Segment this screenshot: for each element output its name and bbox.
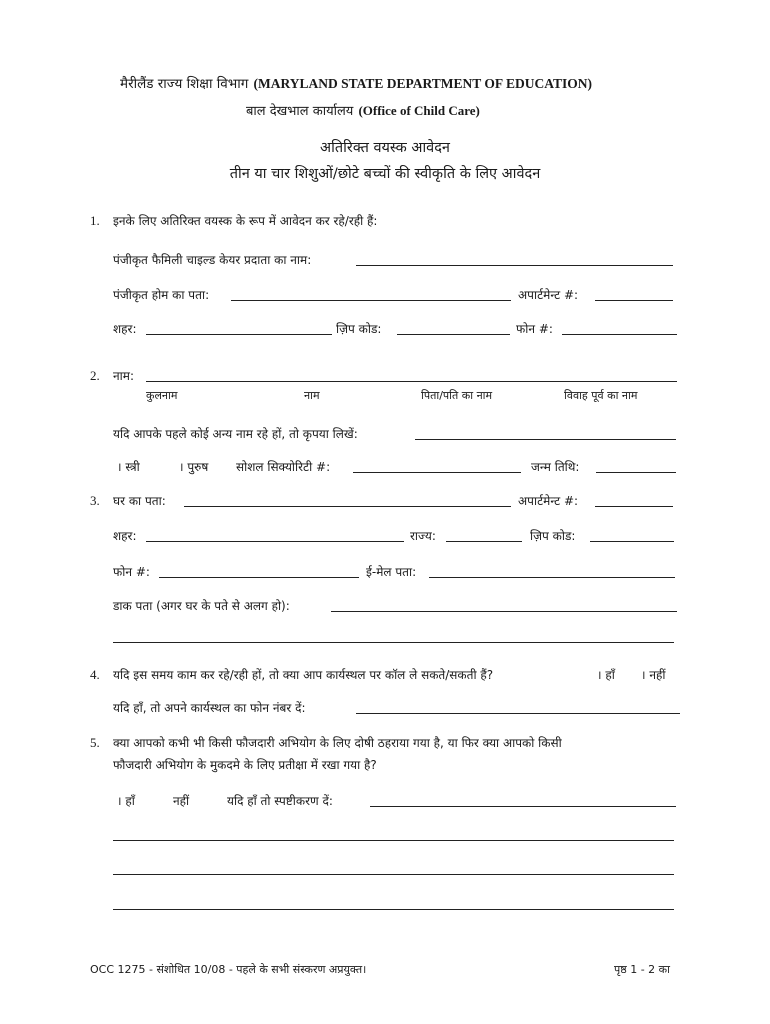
q4-no-checkbox[interactable]: । नहीं <box>641 668 666 682</box>
apartment-field-2[interactable] <box>595 506 673 507</box>
first-name-caption: नाम <box>304 389 320 402</box>
phone-label-2: फोन #: <box>113 565 150 579</box>
work-phone-label: यदि हाँ, तो अपने कार्यस्थल का फोन नंबर दें: <box>113 701 306 715</box>
female-checkbox[interactable]: । स्त्री <box>117 460 140 474</box>
department-hindi: मैरीलैंड राज्य शिक्षा विभाग <box>120 76 249 92</box>
office-heading <box>246 100 480 119</box>
phone-field-2[interactable] <box>159 577 359 578</box>
apartment-label-2: अपार्टमेन्ट #: <box>518 494 579 508</box>
surname-caption: कुलनाम <box>146 389 178 402</box>
mailing-address-label: डाक पता (अगर घर के पते से अलग हो): <box>113 599 290 613</box>
mailing-address-field[interactable] <box>331 611 677 612</box>
q5-question-line2: फौजदारी अभियोग के मुकदमे के लिए प्रतीक्षा में रखा गया है? <box>113 758 377 772</box>
home-address-field-2[interactable] <box>184 506 511 507</box>
ssn-field[interactable] <box>353 472 521 473</box>
male-checkbox[interactable]: । पुरुष <box>179 460 209 474</box>
provider-name-field[interactable] <box>356 265 673 266</box>
zip-label: ज़िप कोड: <box>336 322 382 336</box>
father-husband-caption: पिता/पति का नाम <box>421 389 493 402</box>
home-address-label: पंजीकृत होम का पता: <box>113 288 210 302</box>
department-heading <box>120 73 592 92</box>
provider-name-label: पंजीकृत फैमिली चाइल्ड केयर प्रदाता का नाम: <box>113 253 312 267</box>
state-label: राज्य: <box>410 529 436 543</box>
q1-number: 1. <box>90 213 100 228</box>
other-names-field[interactable] <box>415 439 676 440</box>
city-field[interactable] <box>146 334 332 335</box>
q5-question-line1: क्या आपको कभी भी किसी फौजदारी अभियोग के लिए दोषी ठहराया गया है, या फिर क्या आपको किसी <box>113 736 562 750</box>
home-address-field[interactable] <box>231 300 511 301</box>
home-address-label-2: घर का पता: <box>113 494 166 508</box>
other-names-label: यदि आपके पहले कोई अन्य नाम रहे हों, तो कृपया लिखें: <box>113 427 358 441</box>
work-phone-field[interactable] <box>356 713 680 714</box>
zip-field-2[interactable] <box>590 541 674 542</box>
explain-field-3[interactable] <box>113 874 674 875</box>
q4-question: यदि इस समय काम कर रहे/रही हों, तो क्या आप कार्यस्थल पर कॉल ले सकते/सकती हैं? <box>113 668 494 682</box>
q5-yes-checkbox[interactable]: । हाँ <box>117 794 135 808</box>
explain-field-4[interactable] <box>113 909 674 910</box>
form-subtitle: तीन या चार शिशुओं/छोटे बच्चों की स्वीकृति के लिए आवेदन <box>229 166 541 182</box>
q2-number: 2. <box>90 368 100 383</box>
form-title: अतिरिक्त वयस्क आवेदन <box>320 140 450 156</box>
name-label: नाम: <box>113 369 134 383</box>
q4-number: 4. <box>90 667 100 682</box>
name-field[interactable] <box>146 381 677 382</box>
dob-field[interactable] <box>596 472 676 473</box>
city-label: शहर: <box>113 322 137 336</box>
city-label-2: शहर: <box>113 529 137 543</box>
explain-field-2[interactable] <box>113 840 674 841</box>
department-english: (MARYLAND STATE DEPARTMENT OF EDUCATION) <box>253 76 593 91</box>
explain-field[interactable] <box>370 806 676 807</box>
state-field[interactable] <box>446 541 522 542</box>
city-field-2[interactable] <box>146 541 404 542</box>
mailing-address-field-2[interactable] <box>113 642 674 643</box>
office-hindi: बाल देखभाल कार्यालय <box>246 104 354 119</box>
phone-label: फोन #: <box>516 322 553 336</box>
apartment-field[interactable] <box>595 300 673 301</box>
dob-label: जन्म तिथि: <box>531 460 580 474</box>
maiden-name-caption: विवाह पूर्व का नाम <box>564 389 638 402</box>
zip-field[interactable] <box>397 334 510 335</box>
page-number: पृष्ठ 1 - 2 का <box>614 963 670 976</box>
zip-label-2: ज़िप कोड: <box>530 529 576 543</box>
office-english: (Office of Child Care) <box>358 103 480 118</box>
explain-label: यदि हाँ तो स्पष्टीकरण दें: <box>227 794 333 808</box>
ssn-label: सोशल सिक्योरिटी #: <box>236 460 331 474</box>
q1-label: इनके लिए अतिरिक्त वयस्क के रूप में आवेदन कर रहे/रही हैं: <box>113 214 378 228</box>
q3-number: 3. <box>90 493 100 508</box>
email-label: ई-मेल पता: <box>366 565 417 579</box>
email-field[interactable] <box>429 577 675 578</box>
q4-yes-checkbox[interactable]: । हाँ <box>597 668 615 682</box>
q5-no-checkbox[interactable]: नहीं <box>173 794 190 808</box>
q5-number: 5. <box>90 735 100 750</box>
apartment-label: अपार्टमेन्ट #: <box>518 288 579 302</box>
phone-field[interactable] <box>562 334 677 335</box>
form-id-footer: OCC 1275 - संशोधित 10/08 - पहले के सभी संस्करण अप्रयुक्त। <box>90 963 367 976</box>
